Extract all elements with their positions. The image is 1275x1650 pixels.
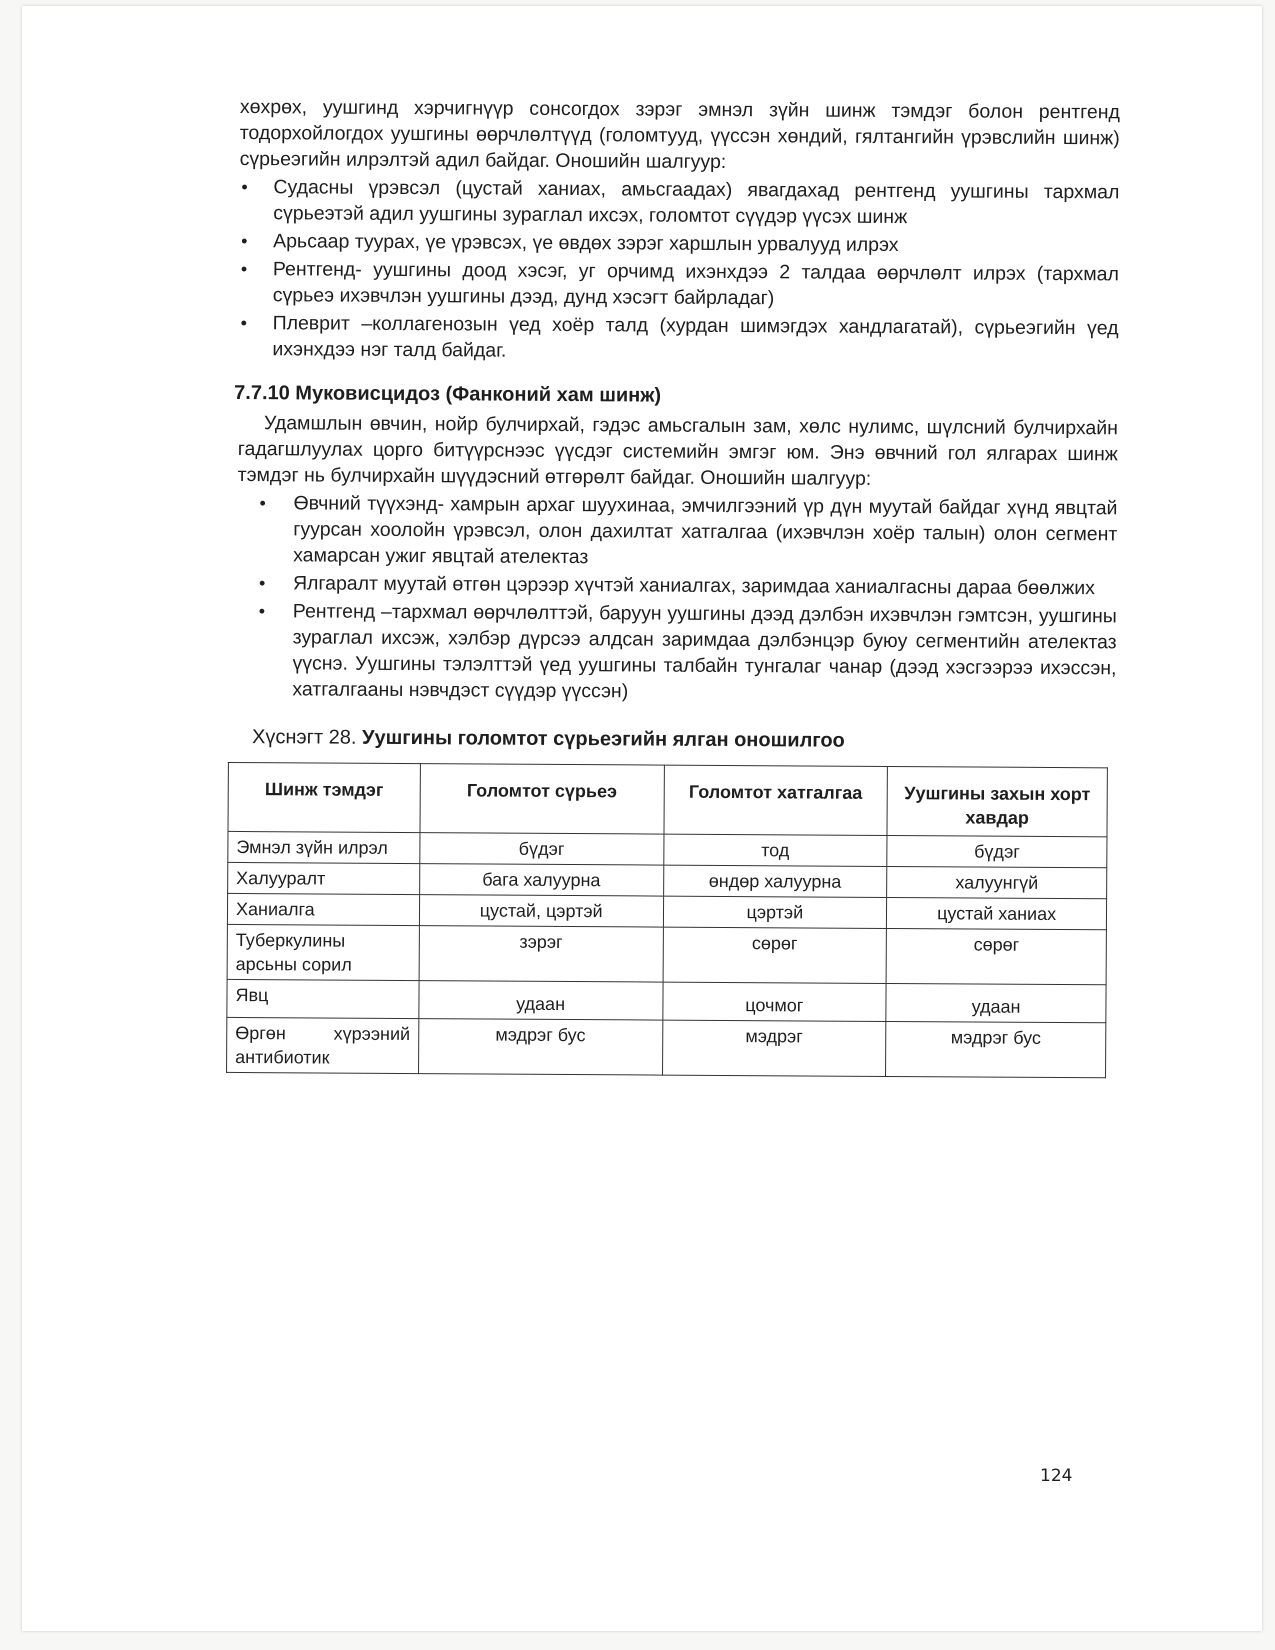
intro-paragraph: хөхрөх, уушгинд хэрчигнүүр сонсогдох зэрэг эмнэл зүйн шинж тэмдэг болон рентгенд тодорхойлогдох уушгины өөрчлөлтүүд (голомтууд, үүссэн хөндий, гялтангийн үрэвслийн шинж) сүрьеэгийн илрэлтэй адил байдаг. Оношийн шалгуур:: [239, 95, 1120, 173]
table-caption-title: Уушгины голомтот сүрьеэгийн ялган оношилгоо: [361, 726, 845, 752]
criteria-list-2: [236, 490, 1117, 707]
table-cell: цустай, цэртэй: [419, 895, 663, 927]
table-cell: Эмнэл зүйн илрэл: [228, 831, 420, 863]
section-paragraph: Удамшлын өвчин, нойр булчирхай, гэдэс амьсгалын зам, хөлс нулимс, шүлсний булчирхайн гадагшлуулах цорго битүүрснээс үүсдэг системийн эмгэг юм. Энэ өвчний гол ялгарах шинж тэмдэг нь булчирхайн шүүдэсний өтгөрөлт байдаг. Оношийн шалгуур:: [237, 412, 1119, 490]
table-cell: мэдрэг бус: [418, 1019, 662, 1075]
column-header: Голомтот хатгалгаа: [664, 765, 888, 835]
table-cell: мэдрэг: [662, 1020, 886, 1076]
list-item: • Плеврит –коллагенозын үед хоёр талд (хурдан шимэгдэх хандлагатай), сүрьеэгийн үед ихэнхдээ нэг талд байдаг.: [238, 310, 1118, 367]
table-cell: сөрөг: [886, 928, 1106, 984]
page-number: 124: [1040, 1466, 1073, 1486]
document-page: [22, 6, 1262, 1631]
table-cell: удаан: [886, 983, 1106, 1022]
table-cell: Явц: [227, 979, 419, 1018]
column-header: Уушгины захын хорт хавдар: [887, 766, 1107, 836]
table-cell: мэдрэг бус: [886, 1021, 1106, 1077]
table-cell: Туберкулины арсьны сорил: [227, 924, 419, 980]
table-row: [227, 979, 1106, 1022]
table-cell: Халууралт: [228, 862, 420, 894]
table-cell: цустай ханиах: [887, 897, 1107, 929]
table-cell: тод: [663, 834, 887, 866]
table-cell: Ханиалга: [227, 893, 419, 925]
list-item: • Ялгаралт муутай өтгөн цэрээр хүчтэй ханиалгах, заримдаа ханиалгасны дараа бөөлжих: [237, 570, 1117, 601]
table-cell: удаан: [419, 981, 663, 1020]
list-item: • Арьсаар туурах, үе үрэвсэх, үе өвдөх зэрэг харшлын урвалууд илрэх: [239, 228, 1119, 259]
table-caption-label: Хүснэгт 28.: [252, 726, 357, 749]
differential-diagnosis-table: [226, 762, 1108, 1078]
column-header: Голомтот сүрьеэ: [420, 764, 664, 834]
list-item: • Рентгенд- уушгины доод хэсэг, уг орчимд ихэнхдээ 2 талдаа өөрчлөлт илрэх (тархмал сүрьеэ ихэвчлэн уушгины дээд, дунд хэсэгт байрладаг): [239, 256, 1119, 313]
table-cell: бүдэг: [887, 835, 1107, 867]
table-cell: халуунгүй: [887, 866, 1107, 898]
table-caption: [252, 724, 1116, 755]
table-cell: Өргөн хүрээний антибиотик: [227, 1017, 419, 1073]
table-row: [227, 1017, 1106, 1077]
list-item: • Судасны үрэвсэл (цустай ханиах, амьсгаадах) явагдахад рентгенд уушгины тархмал сүрьеэтэй адил уушгины зураглал ихсэх, голомтот сүүдэр үүсэх шинж: [239, 174, 1119, 231]
table-cell: өндөр халуурна: [663, 865, 887, 897]
table-cell: зэрэг: [419, 926, 663, 982]
table-cell: цэртэй: [663, 896, 887, 928]
table-header-row: [228, 762, 1107, 836]
column-header: Шинж тэмдэг: [228, 762, 420, 832]
page-content: [234, 94, 1120, 1078]
table-cell: бүдэг: [420, 833, 664, 865]
table-cell: цочмог: [662, 982, 886, 1021]
list-item: • Өвчний түүхэнд- хамрын архаг шуухинаа, эмчилгээний үр дүн муутай байдаг хүнд явцтай гуурсан хоолойн үрэвсэл, олон дахилтат хатгалгаа (ихэвчлэн хоёр талын) олон сегмент хамарсан ужиг явцтай ателектаз: [237, 490, 1117, 573]
table-row: [227, 924, 1106, 984]
table-cell: бага халуурна: [419, 864, 663, 896]
list-item: • Рентгенд –тархмал өөрчлөлттэй, баруун уушгины дээд дэлбэн ихэвчлэн гэмтсэн, уушгины зураглал ихсэж, хэлбэр дүрсээ алдсан заримдаа дэлбэнцэр буюу сегментийн ателектаз үүснэ. Уушгины тэлэлттэй үед уушгины талбайн тунгалаг чанар (дээд хэсгээрээ ихэссэн, хатгалгааны нэвчдэст сүүдэр үүссэн): [236, 598, 1117, 707]
section-heading: 7.7.10 Муковисцидоз (Фанконий хам шинж): [234, 381, 662, 407]
table-cell: сөрөг: [663, 927, 887, 983]
criteria-list-1: [238, 174, 1119, 367]
